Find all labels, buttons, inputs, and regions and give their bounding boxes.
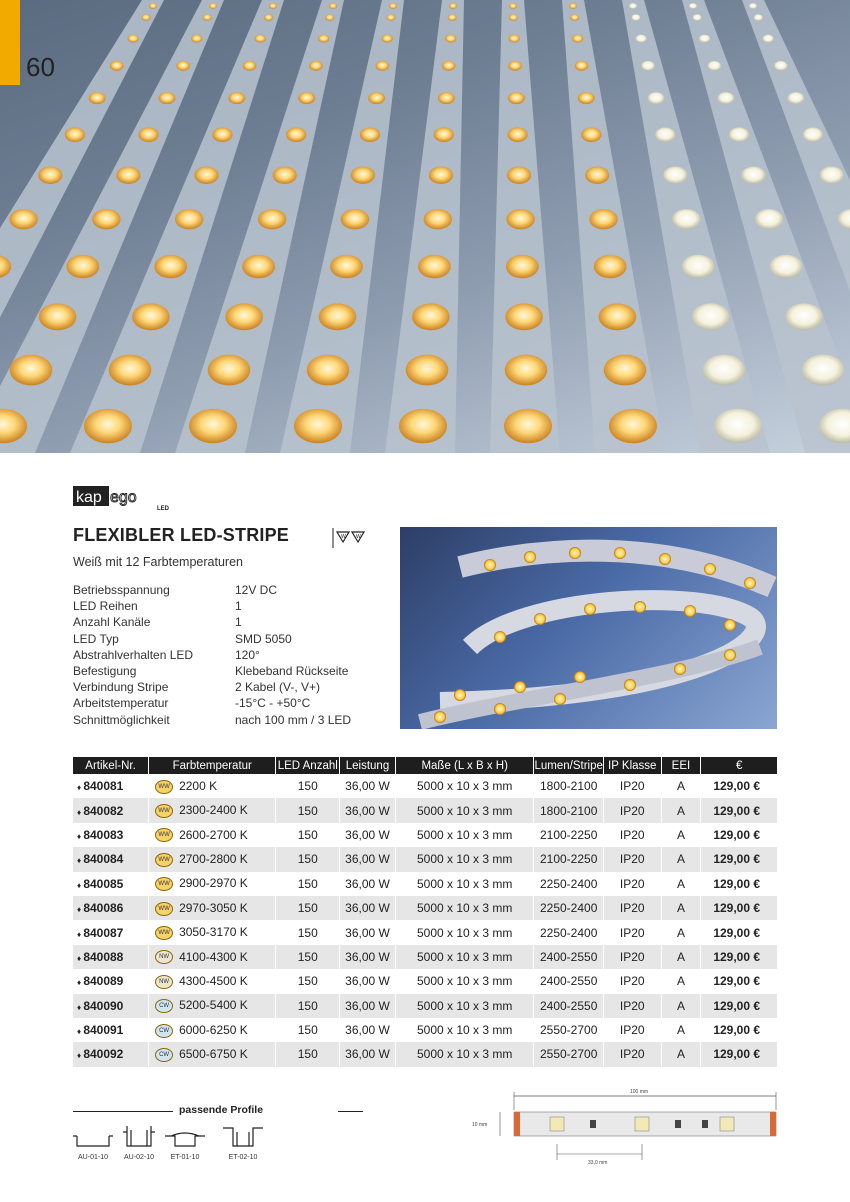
column-header: Maße (L x B x H) (395, 757, 534, 774)
lumen-cell: 2250-2400 (534, 896, 603, 920)
spec-label: Schnittmöglichkeit (73, 712, 170, 727)
color-temperature-cell (149, 798, 276, 822)
spec-row (73, 712, 351, 728)
article-number-cell (73, 945, 149, 969)
article-number: 840086 (83, 901, 124, 916)
color-temperature-cell (149, 1018, 276, 1042)
spec-list (73, 582, 351, 728)
length-label: 100 mm (630, 1089, 649, 1095)
color-temperature-cell (149, 969, 276, 993)
color-temperature-cell (149, 945, 276, 969)
article-number-cell (73, 896, 149, 920)
eei-cell: A (661, 945, 701, 969)
dimensions-cell: 5000 x 10 x 3 mm (395, 774, 534, 798)
spec-row (73, 598, 351, 614)
spec-value: -15°C - +50°C (235, 696, 311, 711)
bullet-icon: ♦ (77, 880, 84, 890)
lumen-cell: 2550-2700 (534, 1042, 603, 1066)
article-number-cell (73, 994, 149, 1018)
price-cell: 129,00 € (701, 945, 778, 969)
spec-row (73, 582, 351, 598)
led-count-cell: 150 (276, 1042, 340, 1066)
article-number: 840087 (83, 925, 124, 940)
eei-cell: A (661, 1042, 701, 1066)
color-temperature-cell (149, 1042, 276, 1066)
article-number-cell (73, 872, 149, 896)
article-number-cell (73, 823, 149, 847)
column-header: IP Klasse (603, 757, 661, 774)
spec-row (73, 647, 351, 663)
power-cell: 36,00 W (340, 969, 396, 993)
bullet-icon: ♦ (77, 783, 84, 793)
table-row (73, 798, 778, 822)
lumen-cell: 2400-2550 (534, 994, 603, 1018)
eei-cell: A (661, 920, 701, 944)
article-number-cell (73, 1018, 149, 1042)
led-count-cell: 150 (276, 896, 340, 920)
spec-row (73, 679, 351, 695)
color-type-badge: NW (155, 950, 173, 964)
power-cell: 36,00 W (340, 920, 396, 944)
color-temperature-cell (149, 774, 276, 798)
profile-code: ET-01-10 (170, 1154, 200, 1161)
dimensions-cell: 5000 x 10 x 3 mm (395, 994, 534, 1018)
article-number: 840082 (83, 803, 124, 818)
article-number: 840083 (83, 827, 124, 842)
lumen-cell: 2100-2250 (534, 823, 603, 847)
column-header: € (701, 757, 778, 774)
profile-shape-icon (73, 1122, 113, 1152)
profiles-title: passende Profile (179, 1104, 264, 1116)
power-cell: 36,00 W (340, 896, 396, 920)
color-type-badge: CW (155, 999, 173, 1013)
ip-class-cell: IP20 (603, 994, 661, 1018)
color-type-badge: WW (155, 804, 173, 818)
color-temperature: 2200 K (179, 778, 218, 793)
bullet-icon: ♦ (77, 953, 84, 963)
profile-shape-icon (223, 1122, 263, 1152)
dimensions-cell: 5000 x 10 x 3 mm (395, 798, 534, 822)
spec-value: SMD 5050 (235, 631, 292, 646)
power-cell: 36,00 W (340, 847, 396, 871)
price-cell: 129,00 € (701, 994, 778, 1018)
spec-row (73, 631, 351, 647)
color-temperature: 4100-4300 K (179, 949, 248, 964)
spec-row (73, 695, 351, 711)
bullet-icon: ♦ (77, 1002, 84, 1012)
ip-class-cell: IP20 (603, 774, 661, 798)
color-type-badge: CW (155, 1024, 173, 1038)
lumen-cell: 2250-2400 (534, 872, 603, 896)
profile-et-02-10 (223, 1122, 263, 1161)
dimensions-cell: 5000 x 10 x 3 mm (395, 847, 534, 871)
eei-cell: A (661, 774, 701, 798)
color-type-badge: NW (155, 975, 173, 989)
power-cell: 36,00 W (340, 1042, 396, 1066)
color-temperature-cell (149, 994, 276, 1018)
spec-value: 120° (235, 647, 260, 662)
article-number-cell (73, 774, 149, 798)
profile-shape-icon (119, 1122, 159, 1152)
lumen-cell: 1800-2100 (534, 798, 603, 822)
article-number: 840081 (83, 779, 124, 794)
table-header-row (73, 757, 778, 774)
spec-label: Anzahl Kanäle (73, 615, 151, 630)
lumen-cell: 2100-2250 (534, 847, 603, 871)
color-temperature: 6500-6750 K (179, 1047, 248, 1062)
article-number: 840084 (83, 852, 124, 867)
spec-value: 1 (235, 599, 242, 614)
ip-class-cell: IP20 (603, 798, 661, 822)
svg-text:W: W (341, 534, 346, 540)
profile-au-01-10 (73, 1122, 113, 1161)
price-cell: 129,00 € (701, 1018, 778, 1042)
power-cell: 36,00 W (340, 823, 396, 847)
table-row (73, 896, 778, 920)
color-temperature: 5200-5400 K (179, 998, 248, 1013)
color-type-badge: WW (155, 853, 173, 867)
spec-value: 1 (235, 615, 242, 630)
dimensions-cell: 5000 x 10 x 3 mm (395, 823, 534, 847)
eei-cell: A (661, 969, 701, 993)
color-temperature: 4300-4500 K (179, 973, 248, 988)
article-number-cell (73, 798, 149, 822)
table-row (73, 994, 778, 1018)
lumen-cell: 2400-2550 (534, 945, 603, 969)
article-number: 840089 (83, 974, 124, 989)
article-number-cell (73, 847, 149, 871)
bullet-icon: ♦ (77, 831, 84, 841)
color-temperature: 2900-2970 K (179, 876, 248, 891)
ip-class-cell: IP20 (603, 896, 661, 920)
lumen-cell: 2250-2400 (534, 920, 603, 944)
spec-value: Klebeband Rückseite (235, 663, 349, 678)
table-row (73, 774, 778, 798)
bullet-icon: ♦ (77, 1051, 84, 1061)
bullet-icon: ♦ (77, 929, 84, 939)
column-header: Lumen/Stripe (534, 757, 603, 774)
article-number-cell (73, 1042, 149, 1066)
power-cell: 36,00 W (340, 798, 396, 822)
profile-et-01-10 (165, 1122, 205, 1161)
profile-code: ET-02-10 (228, 1154, 258, 1161)
color-temperature-cell (149, 847, 276, 871)
svg-text:ego: ego (110, 489, 137, 506)
spec-row (73, 663, 351, 679)
bullet-icon: ♦ (77, 978, 84, 988)
table-row (73, 945, 778, 969)
table-row (73, 872, 778, 896)
article-number: 840085 (83, 876, 124, 891)
profile-au-02-10 (119, 1122, 159, 1161)
ip-class-cell: IP20 (603, 945, 661, 969)
price-cell: 129,00 € (701, 1042, 778, 1066)
spec-value: nach 100 mm / 3 LED (235, 712, 352, 727)
color-temperature: 2970-3050 K (179, 900, 248, 915)
table-row (73, 920, 778, 944)
eei-cell: A (661, 896, 701, 920)
led-count-cell: 150 (276, 1018, 340, 1042)
price-cell: 129,00 € (701, 920, 778, 944)
table-row (73, 823, 778, 847)
spec-value: 12V DC (235, 583, 278, 597)
article-number-cell (73, 969, 149, 993)
color-type-badge: WW (155, 780, 173, 794)
led-strip-illustration (0, 0, 850, 453)
price-cell: 129,00 € (701, 774, 778, 798)
bullet-icon: ♦ (77, 807, 84, 817)
spec-label: LED Typ (73, 631, 119, 646)
power-cell: 36,00 W (340, 1018, 396, 1042)
ip-class-cell: IP20 (603, 872, 661, 896)
column-header: Artikel-Nr. (73, 757, 149, 774)
article-number: 840091 (83, 1023, 124, 1038)
table-row (73, 847, 778, 871)
price-cell: 129,00 € (701, 872, 778, 896)
profile-code: AU-01-10 (78, 1154, 108, 1161)
color-type-badge: WW (155, 877, 173, 891)
eei-cell: A (661, 798, 701, 822)
spec-label: LED Reihen (73, 599, 138, 614)
led-count-cell: 150 (276, 920, 340, 944)
lumen-cell: 2400-2550 (534, 969, 603, 993)
dimension-drawing (470, 1084, 788, 1170)
product-table (73, 757, 778, 1067)
product-photo (400, 527, 777, 729)
column-header: EEI (661, 757, 701, 774)
led-count-cell: 150 (276, 994, 340, 1018)
price-cell: 129,00 € (701, 823, 778, 847)
profile-shape-icon (165, 1122, 205, 1152)
profiles-heading (73, 1104, 363, 1118)
color-temperature: 2300-2400 K (179, 803, 248, 818)
spec-label: Arbeitstemperatur (73, 696, 169, 711)
brand-name-part: kap (76, 489, 102, 506)
dimensions-cell: 5000 x 10 x 3 mm (395, 920, 534, 944)
product-title: FLEXIBLER LED-STRIPE (73, 525, 290, 545)
led-count-cell: 150 (276, 945, 340, 969)
svg-text:W: W (356, 534, 361, 540)
bullet-icon: ♦ (77, 856, 84, 866)
price-cell: 129,00 € (701, 847, 778, 871)
color-temperature: 2700-2800 K (179, 851, 248, 866)
eei-cell: A (661, 847, 701, 871)
color-temperature-cell (149, 823, 276, 847)
ip-class-cell: IP20 (603, 847, 661, 871)
led-count-cell: 150 (276, 872, 340, 896)
color-type-badge: WW (155, 926, 173, 940)
eei-cell: A (661, 872, 701, 896)
ip-class-cell: IP20 (603, 920, 661, 944)
ip-class-cell: IP20 (603, 969, 661, 993)
width-label: 10 mm (472, 1122, 488, 1128)
table-row (73, 969, 778, 993)
power-cell: 36,00 W (340, 872, 396, 896)
dimensions-cell: 5000 x 10 x 3 mm (395, 896, 534, 920)
power-cell: 36,00 W (340, 945, 396, 969)
table-row (73, 1042, 778, 1066)
table-row (73, 1018, 778, 1042)
spec-row (73, 614, 351, 630)
article-number: 840088 (83, 949, 124, 964)
price-cell: 129,00 € (701, 896, 778, 920)
color-temperature: 3050-3170 K (179, 925, 248, 940)
led-count-cell: 150 (276, 847, 340, 871)
color-temperature-cell (149, 872, 276, 896)
brand-logo (73, 484, 173, 519)
article-number-cell (73, 920, 149, 944)
eei-cell: A (661, 1018, 701, 1042)
led-count-cell: 150 (276, 969, 340, 993)
color-type-badge: WW (155, 902, 173, 916)
ww-symbol-icon (332, 526, 368, 555)
spec-label: Verbindung Stripe (73, 680, 169, 695)
spec-label: Befestigung (73, 663, 137, 678)
article-number: 840090 (83, 998, 124, 1013)
profile-code: AU-02-10 (124, 1154, 154, 1161)
spec-value: 2 Kabel (V-, V+) (235, 680, 321, 695)
page-number: 60 (26, 52, 55, 82)
price-cell: 129,00 € (701, 969, 778, 993)
color-temperature-cell (149, 920, 276, 944)
eei-cell: A (661, 823, 701, 847)
led-count-cell: 150 (276, 798, 340, 822)
pitch-label: 33,0 mm (588, 1160, 608, 1166)
color-type-badge: WW (155, 828, 173, 842)
bullet-icon: ♦ (77, 1027, 84, 1037)
page-tab-marker (0, 0, 20, 85)
led-count-cell: 150 (276, 823, 340, 847)
dimensions-cell: 5000 x 10 x 3 mm (395, 945, 534, 969)
power-cell: 36,00 W (340, 994, 396, 1018)
spec-label: Betriebsspannung (73, 583, 170, 597)
ip-class-cell: IP20 (603, 1018, 661, 1042)
dimensions-cell: 5000 x 10 x 3 mm (395, 1042, 534, 1066)
color-temperature: 6000-6250 K (179, 1022, 248, 1037)
spec-label: Abstrahlverhalten LED (73, 647, 194, 662)
led-count-cell: 150 (276, 774, 340, 798)
bullet-icon: ♦ (77, 905, 84, 915)
color-type-badge: CW (155, 1048, 173, 1062)
ip-class-cell: IP20 (603, 823, 661, 847)
dimensions-cell: 5000 x 10 x 3 mm (395, 872, 534, 896)
column-header: LED Anzahl (276, 757, 340, 774)
column-header: Farbtemperatur (149, 757, 276, 774)
color-temperature: 2600-2700 K (179, 827, 248, 842)
svg-text:LED: LED (157, 506, 169, 512)
price-cell: 129,00 € (701, 798, 778, 822)
product-subtitle: Weiß mit 12 Farbtemperaturen (73, 555, 243, 569)
hero-led-strips-photo (0, 0, 850, 453)
lumen-cell: 2550-2700 (534, 1018, 603, 1042)
color-temperature-cell (149, 896, 276, 920)
dimensions-cell: 5000 x 10 x 3 mm (395, 1018, 534, 1042)
lumen-cell: 1800-2100 (534, 774, 603, 798)
column-header: Leistung (340, 757, 396, 774)
dimensions-cell: 5000 x 10 x 3 mm (395, 969, 534, 993)
article-number: 840092 (83, 1047, 124, 1062)
power-cell: 36,00 W (340, 774, 396, 798)
eei-cell: A (661, 994, 701, 1018)
ip-class-cell: IP20 (603, 1042, 661, 1066)
